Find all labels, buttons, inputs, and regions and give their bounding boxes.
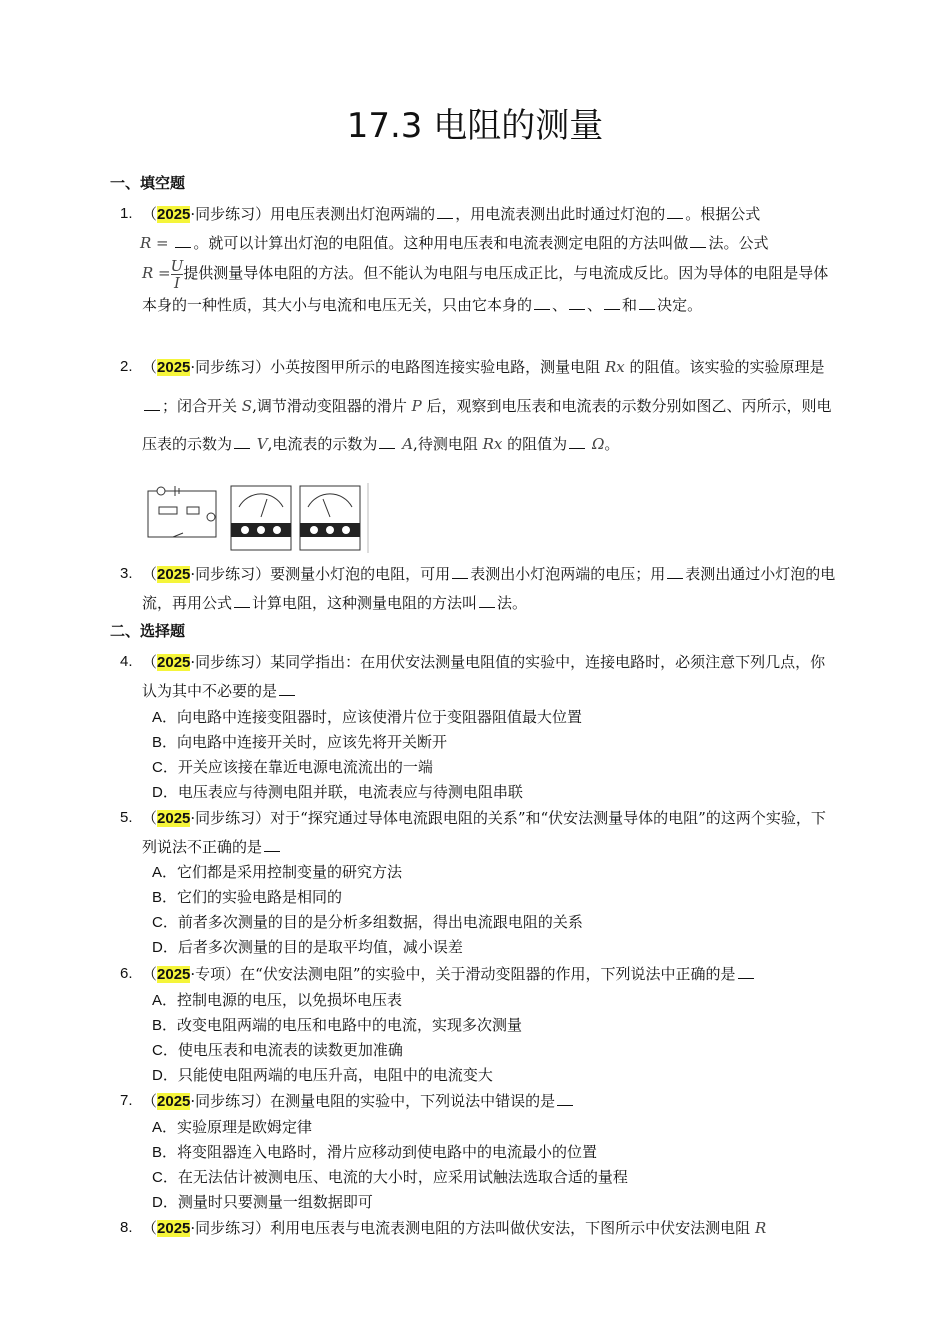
answer-blank[interactable] [738, 964, 754, 979]
answer-blank[interactable] [379, 434, 395, 449]
option-d[interactable]: D．测量时只要测量一组数据即可 [152, 1193, 373, 1211]
question-number: 7. [120, 1092, 133, 1109]
question-number: 2. [120, 358, 133, 375]
answer-blank[interactable] [144, 396, 160, 411]
answer-blank[interactable] [604, 295, 620, 310]
circuit-and-meters-figure [145, 483, 370, 553]
option-a[interactable]: A．实验原理是欧姆定律 [152, 1118, 313, 1136]
year-highlight: 2025 [157, 1093, 191, 1110]
question-5: 5. （2025·同步练习）对于“探究通过导体电流跟电阻的关系”和“伏安法测量导体的电阻”的这两个实验，下列说法不正确的是 [142, 804, 840, 861]
option-a[interactable]: A．它们都是采用控制变量的研究方法 [152, 863, 403, 881]
answer-blank[interactable] [557, 1091, 573, 1106]
question-7: 7. （2025·同步练习）在测量电阻的实验中，下列说法中错误的是 [142, 1087, 840, 1116]
unit-a: A [402, 435, 414, 453]
option-d[interactable]: D．电压表应与待测电阻并联，电流表应与待测电阻串联 [152, 783, 523, 801]
option-c[interactable]: C．开关应该接在靠近电源电流流出的一端 [152, 758, 433, 776]
answer-blank[interactable] [569, 434, 585, 449]
answer-blank[interactable] [234, 593, 250, 608]
answer-blank[interactable] [534, 295, 550, 310]
page-title: 17.3 电阻的测量 [346, 106, 604, 146]
option-b[interactable]: B．它们的实验电路是相同的 [152, 888, 343, 906]
answer-blank[interactable] [279, 681, 295, 696]
voltmeter-icon [231, 486, 291, 550]
symbol-p: P [411, 397, 422, 415]
ammeter-icon [300, 486, 360, 550]
year-highlight: 2025 [157, 1220, 191, 1237]
question-8: 8. （2025·同步练习）利用电压表与电流表测电阻的方法叫做伏安法，下图所示中伏安法测电阻 R [142, 1214, 840, 1243]
year-highlight: 2025 [157, 654, 191, 671]
option-a[interactable]: A．控制电源的电压，以免损坏电压表 [152, 991, 403, 1009]
question-2: 2. （2025·同步练习）小英按图甲所示的电路图连接实验电路，测量电阻 Rx 的阻值。该实验的实验原理是；闭合开关 S,调节滑动变阻器的滑片 P 后，观察到电压表和电流表的示数分别如图乙、丙所示，则电压表的示数为 V,电流表的示数为 A,待测电阻 Rx 的阻值为 Ω。 [142, 348, 840, 463]
year-highlight: 2025 [157, 810, 191, 827]
question-number: 5. [120, 809, 133, 826]
section-heading-fill-blank: 一、填空题 [110, 174, 186, 192]
formula-r-eq: R = [142, 264, 171, 282]
option-d[interactable]: D．后者多次测量的目的是取平均值，减小误差 [152, 938, 463, 956]
answer-blank[interactable] [264, 837, 280, 852]
option-d[interactable]: D．只能使电阻两端的电压升高，电阻中的电流变大 [152, 1066, 493, 1084]
question-number: 4. [120, 653, 133, 670]
option-b[interactable]: B．向电路中连接开关时，应该先将开关断开 [152, 733, 448, 751]
answer-blank[interactable] [667, 564, 683, 579]
year-highlight: 2025 [157, 966, 191, 983]
symbol-rx: Rx [604, 358, 625, 376]
symbol-s: S [241, 397, 253, 415]
section-heading-multiple-choice: 二、选择题 [110, 622, 186, 640]
circuit-diagram-icon [148, 486, 216, 537]
question-number: 3. [120, 565, 133, 582]
option-a[interactable]: A．向电路中连接变阻器时，应该使滑片位于变阻器阻值最大位置 [152, 708, 583, 726]
option-c[interactable]: C．使电压表和电流表的读数更加准确 [152, 1041, 403, 1059]
symbol-r: R [754, 1219, 767, 1237]
answer-blank[interactable] [639, 295, 655, 310]
unit-v: V [256, 435, 268, 453]
answer-blank[interactable] [234, 434, 250, 449]
year-highlight: 2025 [157, 206, 191, 223]
answer-blank[interactable] [569, 295, 585, 310]
answer-blank[interactable] [479, 593, 495, 608]
unit-ohm: Ω [591, 435, 605, 453]
formula-r: R = [140, 234, 169, 252]
option-c[interactable]: C．前者多次测量的目的是分析多组数据，得出电流跟电阻的关系 [152, 913, 583, 931]
question-6: 6. （2025·专项）在“伏安法测电阻”的实验中，关于滑动变阻器的作用，下列说法中正确的是 [142, 960, 840, 989]
question-number: 8. [120, 1219, 133, 1236]
answer-blank[interactable] [690, 233, 706, 248]
question-3: 3. （2025·同步练习）要测量小灯泡的电阻，可用 表测出小灯泡两端的电压；用 表测出通过小灯泡的电流，再用公式 计算电阻，这种测量电阻的方法叫 法。 [142, 560, 840, 617]
answer-blank[interactable] [437, 204, 453, 219]
question-number: 6. [120, 965, 133, 982]
option-b[interactable]: B．改变电阻两端的电压和电路中的电流，实现多次测量 [152, 1016, 523, 1034]
year-highlight: 2025 [157, 566, 191, 583]
answer-blank[interactable] [667, 204, 683, 219]
answer-blank[interactable] [175, 233, 191, 248]
question-number: 1. [120, 205, 133, 222]
year-highlight: 2025 [157, 359, 191, 376]
answer-blank[interactable] [452, 564, 468, 579]
option-b[interactable]: B．将变阻器连入电路时，滑片应移动到使电路中的电流最小的位置 [152, 1143, 598, 1161]
formula-fraction: $\frac{U}{I}$ [170, 256, 184, 292]
option-c[interactable]: C．在无法估计被测电压、电流的大小时，应采用试触法选取合适的量程 [152, 1168, 628, 1186]
question-1: 1. （2025·同步练习）用电压表测出灯泡两端的 ，用电流表测出此时通过灯泡的 。根据公式 R = 。就可以计算出灯泡的电阻值。这种用电压表和电流表测定电阻的方法叫做 法。公式 R = $\frac{U}{I}$ 提供测量导体电阻的方法。但不能认为电阻与电压成正比，与电流成反比。因为导体的电阻是导体本身的一种性质，其大小与电流和电压无关，只由它本身的 、 、 和 决定。 [142, 200, 840, 319]
symbol-rx: Rx [482, 435, 503, 453]
question-4: 4. （2025·同步练习）某同学指出：在用伏安法测量电阻值的实验中，连接电路时，必须注意下列几点，你认为其中不必要的是 [142, 648, 840, 705]
